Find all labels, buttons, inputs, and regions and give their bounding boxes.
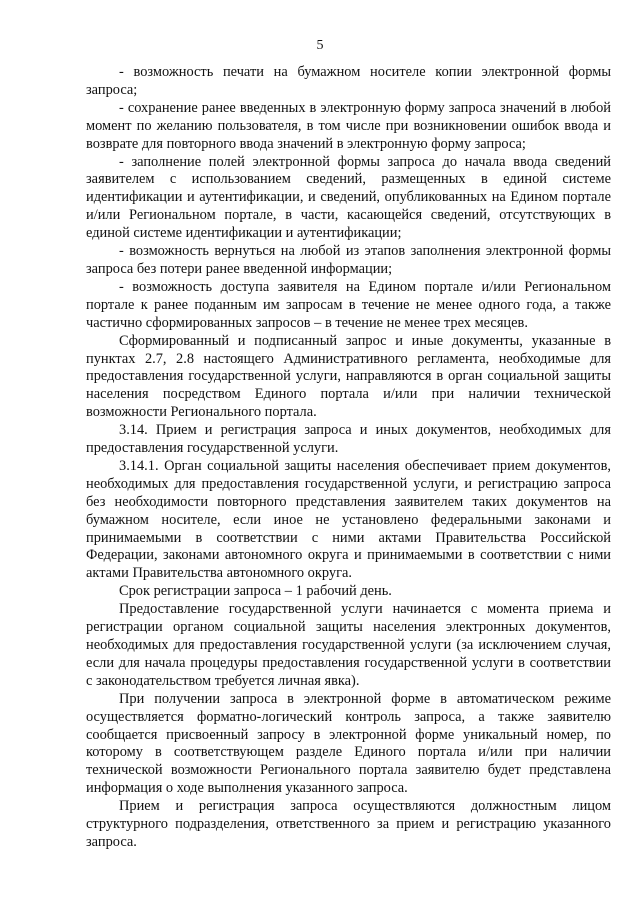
- page-number: 5: [316, 38, 324, 53]
- paragraph-save-values: - сохранение ранее введенных в электронную форму запроса значений в любой момент по желанию пользователя, в том числе при возникновении ошибок ввода и возврате для повторного ввода значений в электронную форму запроса;: [86, 99, 611, 152]
- paragraph-submitted-request: Сформированный и подписанный запрос и иные документы, указанные в пунктах 2.7, 2.8 настоящего Административного регламента, необходимые для предоставления государственной услуги, направляются в орган социальной защиты населения посредством Единого портала и/или при наличии технической возможности Регионального портала.: [86, 332, 611, 421]
- paragraph-3-14-1: 3.14.1. Орган социальной защиты населения обеспечивает прием документов, необходимых для предоставления государственной услуги, и регистрацию запроса без необходимости повторного представления заявителем таких документов на бумажном носителе, если иное не установлено федеральными законами и принимаемыми в соответствии с ними актами Правительства Российской Федерации, законами автономного округа и принимаемыми в соответствии с ними актами Правительства автономного округа.: [86, 457, 611, 582]
- paragraph-registration-term: Срок регистрации запроса – 1 рабочий день.: [119, 583, 392, 600]
- paragraph-print-copy: - возможность печати на бумажном носителе копии электронной формы запроса;: [86, 64, 611, 98]
- paragraph-format-control: При получении запроса в электронной форме в автоматическом режиме осуществляется форматно-логический контроль запроса, а также заявителю сообщается присвоенный запросу в электронной форме уникальный номер, по которому в соответствующем разделе Единого портала и/или при наличии технической возможности Регионального портала заявителю будет представлена информация о ходе выполнения указанного запроса.: [86, 690, 611, 797]
- section-heading-3-14: 3.14. Прием и регистрация запроса и иных документов, необходимых для предоставления государственной услуги.: [86, 422, 611, 457]
- paragraph-service-start: Предоставление государственной услуги начинается с момента приема и регистрации органом социальной защиты населения электронных документов, необходимых для предоставления государственной услуги (за исключением случая, если для начала процедуры предоставления государственной услуги в соответствии с законодательством требуется личная явка).: [86, 601, 611, 689]
- page-body: [86, 64, 611, 852]
- paragraph-access-requests: - возможность доступа заявителя на Едином портале и/или Региональном портале к ранее поданным им запросам в течение не менее одного года, а также частично сформированных запросов – в течение не менее трех месяцев.: [86, 278, 611, 331]
- paragraph-prefill-fields: - заполнение полей электронной формы запроса до начала ввода сведений заявителем с использованием сведений, размещенных в единой системе идентификации и аутентификации, и сведений, опубликованных на Едином портале и/или Региональном портале, в части, касающейся сведений, отсутствующих в единой системе идентификации и аутентификации;: [86, 153, 611, 242]
- paragraph-responsible-official: Прием и регистрация запроса осуществляются должностным лицом структурного подразделения, ответственного за прием и регистрацию указанного запроса.: [86, 798, 611, 850]
- paragraph-return-to-step: - возможность вернуться на любой из этапов заполнения электронной формы запроса без потери ранее введенной информации;: [86, 243, 611, 277]
